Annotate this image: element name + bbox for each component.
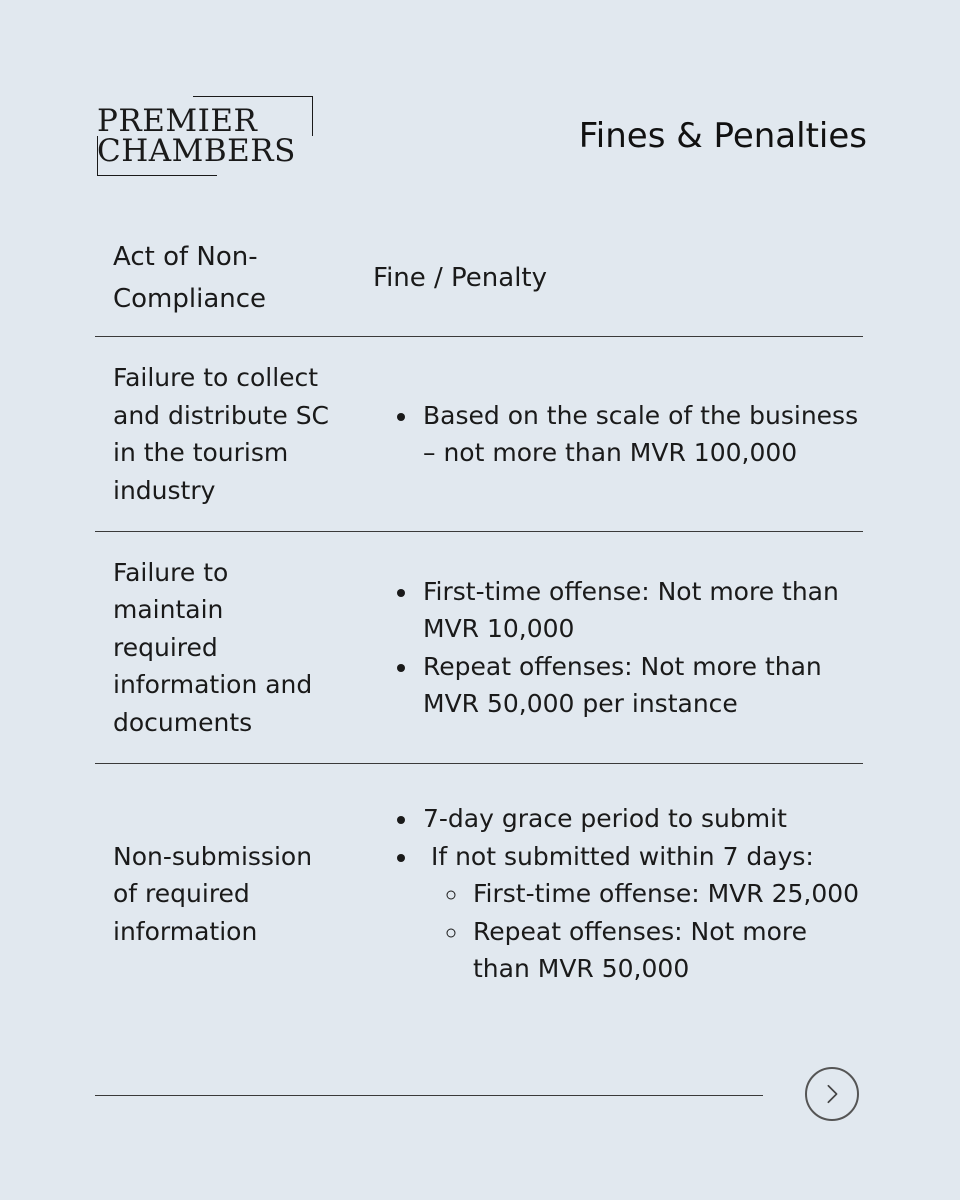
next-button[interactable]	[805, 1067, 859, 1121]
logo-frame-bottom	[97, 175, 217, 176]
penalties-table	[95, 220, 863, 1024]
penalty-list	[373, 800, 863, 988]
penalty-item-text: If not submitted within 7 days:	[423, 841, 814, 871]
penalty-item	[419, 838, 863, 988]
page-title: Fines & Penalties	[578, 116, 867, 156]
logo	[97, 96, 313, 176]
penalty-list	[373, 573, 863, 723]
header-act: Act of Non-Compliance	[113, 242, 267, 314]
row-penalty	[355, 397, 863, 472]
sub-penalty-item: ◦ Repeat offenses: Not more than MVR 50,000	[469, 913, 863, 988]
logo-line-2: CHAMBERS	[97, 133, 296, 169]
sub-penalty-item: ◦ First-time offense: MVR 25,000	[469, 875, 863, 913]
table-row	[95, 764, 863, 1024]
table-row	[95, 337, 863, 532]
sub-penalty-list	[423, 875, 863, 988]
penalty-item: • First-time offense: Not more than MVR 10,000	[419, 573, 863, 648]
row-penalty	[355, 800, 863, 988]
header-penalty: Fine / Penalty	[373, 263, 548, 293]
penalty-item: • 7-day grace period to submit	[419, 800, 863, 838]
row-act: Failure to collect and distribute SC in the tourism industry	[113, 363, 330, 505]
table-row	[95, 532, 863, 764]
penalty-item: • Based on the scale of the business – not more than MVR 100,000	[419, 397, 863, 472]
logo-line-1: PREMIER	[97, 103, 258, 139]
row-penalty	[355, 573, 863, 723]
table-header-row	[95, 220, 863, 337]
penalty-item: • Repeat offenses: Not more than MVR 50,000 per instance	[419, 648, 863, 723]
row-act: Failure to maintain required information and documents	[113, 557, 313, 737]
penalty-list	[373, 397, 863, 472]
logo-frame-top	[193, 96, 313, 97]
chevron-right-icon	[821, 1083, 843, 1105]
logo-frame-right	[312, 96, 313, 136]
row-act: Non-submission of required information	[113, 841, 313, 946]
footer-divider	[95, 1095, 763, 1096]
